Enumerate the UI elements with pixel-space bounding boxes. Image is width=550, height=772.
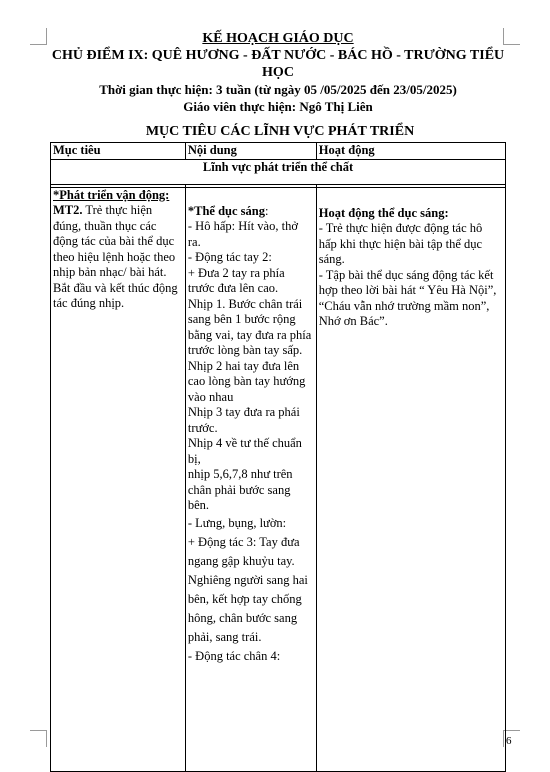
- crop-mark-top-left: [30, 28, 47, 45]
- theme-line: CHỦ ĐIỂM IX: QUÊ HƯƠNG - ĐẤT NƯỚC - BÁC HỒ - TRƯỜNG TIỂU HỌC: [51, 48, 505, 80]
- content-heading: *Thể dục sáng: [187, 203, 265, 218]
- list-item: Nhịp 1. Bước chân trái sang bên 1 bước rộng bằng vai, tay đưa ra phía trước lòng bàn tay sấp.: [187, 296, 312, 357]
- goal-heading: *Phát triển vận động:: [53, 187, 170, 202]
- time-line: Thời gian thực hiện: 3 tuần (từ ngày 05 /05/2025 đến 23/05/2025): [99, 82, 457, 97]
- list-item: - Hô hấp: Hít vào, thở ra.: [187, 219, 298, 249]
- list-item: - Trẻ thực hiện được động tác hô hấp khi thực hiện bài tập thể dục sáng.: [318, 221, 483, 266]
- goal-code: MT2.: [53, 203, 83, 217]
- table-row: [51, 187, 506, 771]
- document-header: [48, 30, 508, 115]
- activity-cell: [316, 187, 505, 771]
- list-item: Nghiêng người sang hai bên, kết hợp tay chống hông, chân bước sang phải, sang trái.: [187, 572, 308, 644]
- list-item: - Động tác tay 2:: [187, 250, 272, 264]
- list-item: nhịp 5,6,7,8 như trên chân phải bước sang bên.: [187, 467, 293, 512]
- table-subheader-row: [51, 159, 506, 184]
- section-title: MỤC TIÊU CÁC LĨNH VỰC PHÁT TRIỂN: [145, 124, 415, 139]
- goal-cell: [51, 187, 186, 771]
- content-heading-suffix: :: [264, 203, 269, 218]
- list-item: + Đưa 2 tay ra phía trước đưa lên cao.: [187, 265, 285, 295]
- document-title: KẾ HOẠCH GIÁO DỤC: [202, 31, 354, 46]
- list-item: Nhịp 4 về tư thế chuẩn bị,: [187, 436, 302, 466]
- activity-heading: Hoạt động thể dục sáng:: [318, 205, 449, 220]
- list-item: - Lưng, bụng, lườn:: [187, 515, 287, 530]
- table-header-row: [51, 143, 506, 160]
- list-item: - Động tác chân 4:: [187, 648, 281, 663]
- page-number: 6: [506, 735, 512, 747]
- list-item: - Tập bài thể dục sáng động tác kết hợp theo lời bài hát “ Yêu Hà Nội”, “Cháu vẫn nhớ trường mầm non”, Nhớ ơn Bác”.: [318, 267, 497, 328]
- header-cell-goal: Mục tiêu: [51, 143, 186, 160]
- list-item: Nhịp 2 hai tay đưa lên cao lòng bàn tay hướng vào nhau: [187, 358, 306, 404]
- list-item: + Động tác 3: Tay đưa ngang gập khuỷu tay.: [187, 534, 300, 568]
- crop-mark-bottom-left: [30, 730, 47, 747]
- list-item: Nhịp 3 tay đưa ra phái trước.: [187, 405, 300, 435]
- header-cell-content: Nội dung: [185, 143, 316, 160]
- teacher-line: Giáo viên thực hiện: Ngô Thị Liên: [183, 99, 373, 114]
- content-cell: [185, 187, 316, 771]
- domain-subheader: Lĩnh vực phát triển thể chất: [51, 159, 506, 184]
- goal-text: Trẻ thực hiện đúng, thuần thục các động tác của bài thể dục theo hiệu lệnh hoặc theo nhịp bản nhạc/ bài hát. Bắt đầu và kết thúc động tác đúng nhịp.: [53, 203, 178, 310]
- plan-table: [50, 142, 506, 772]
- header-cell-activity: Hoạt động: [316, 143, 505, 160]
